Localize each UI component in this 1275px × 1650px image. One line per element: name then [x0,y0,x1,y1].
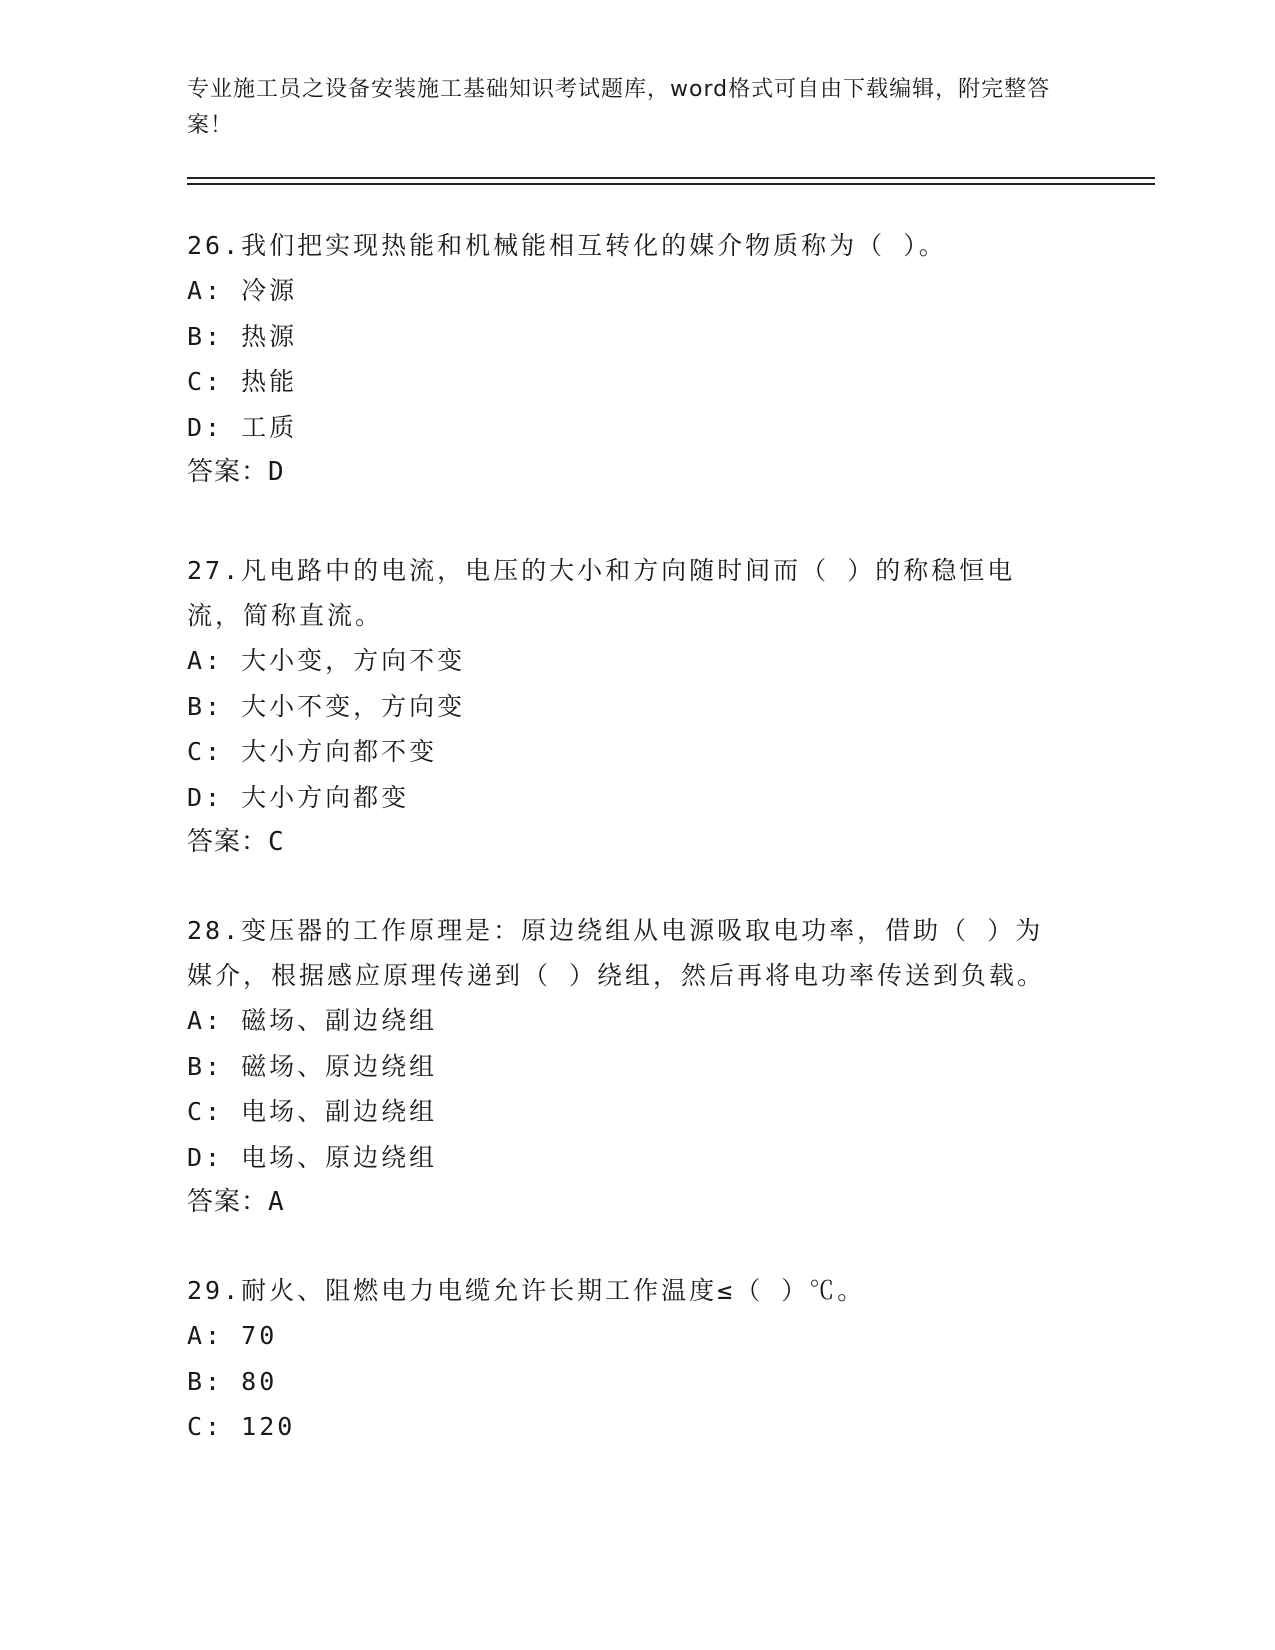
question-26 [187,223,1067,495]
header-divider-bottom [187,183,1155,185]
question-27 [187,548,1067,865]
header-divider-top [187,177,1155,179]
question-29 [187,1268,1067,1450]
option-b: B: 大小不变，方向变 [187,691,466,721]
answer-value: D [268,457,285,487]
answer-line [187,450,1067,495]
option-a: A: 冷源 [187,276,298,305]
option-a: A: 大小变，方向不变 [187,646,466,675]
option-b: B: 热源 [187,321,298,351]
header-title: 专业施工员之设备安装施工基础知识考试题库，word格式可自由下载编辑，附完整答案！ [187,77,1051,138]
option-b: B: 80 [187,1366,278,1396]
answer-line [187,820,1067,865]
document-header [187,72,1067,144]
answer-label: 答案： [187,1187,269,1217]
option-c: C: 电场、副边绕组 [187,1097,438,1126]
answer-value: A [268,1187,285,1217]
option-c: C: 热能 [187,367,298,396]
option-c: C: 120 [187,1412,296,1441]
answer-line [187,1180,1067,1225]
option-c: C: 大小方向都不变 [187,737,438,766]
answer-value: C [268,827,285,857]
option-d: D: 大小方向都变 [187,782,410,812]
question-28 [187,908,1067,1225]
option-d: D: 电场、原边绕组 [187,1142,438,1172]
question-stem: 28.变压器的工作原理是：原边绕组从电源吸取电功率，借助（ ）为媒介，根据感应原理传递到（ ）绕组，然后再将电功率传送到负载。 [187,916,1046,990]
answer-label: 答案： [187,827,269,857]
option-d: D: 工质 [187,412,298,442]
option-a: A: 磁场、副边绕组 [187,1006,438,1035]
option-a: A: 70 [187,1321,278,1350]
question-stem: 29.耐火、阻燃电力电缆允许长期工作温度≤（ ）℃。 [187,1276,866,1305]
option-b: B: 磁场、原边绕组 [187,1051,438,1081]
answer-label: 答案： [187,457,269,487]
question-stem: 26.我们把实现热能和机械能相互转化的媒介物质称为（ ）。 [187,231,947,260]
question-stem: 27.凡电路中的电流，电压的大小和方向随时间而（ ）的称稳恒电流，简称直流。 [187,556,1016,630]
